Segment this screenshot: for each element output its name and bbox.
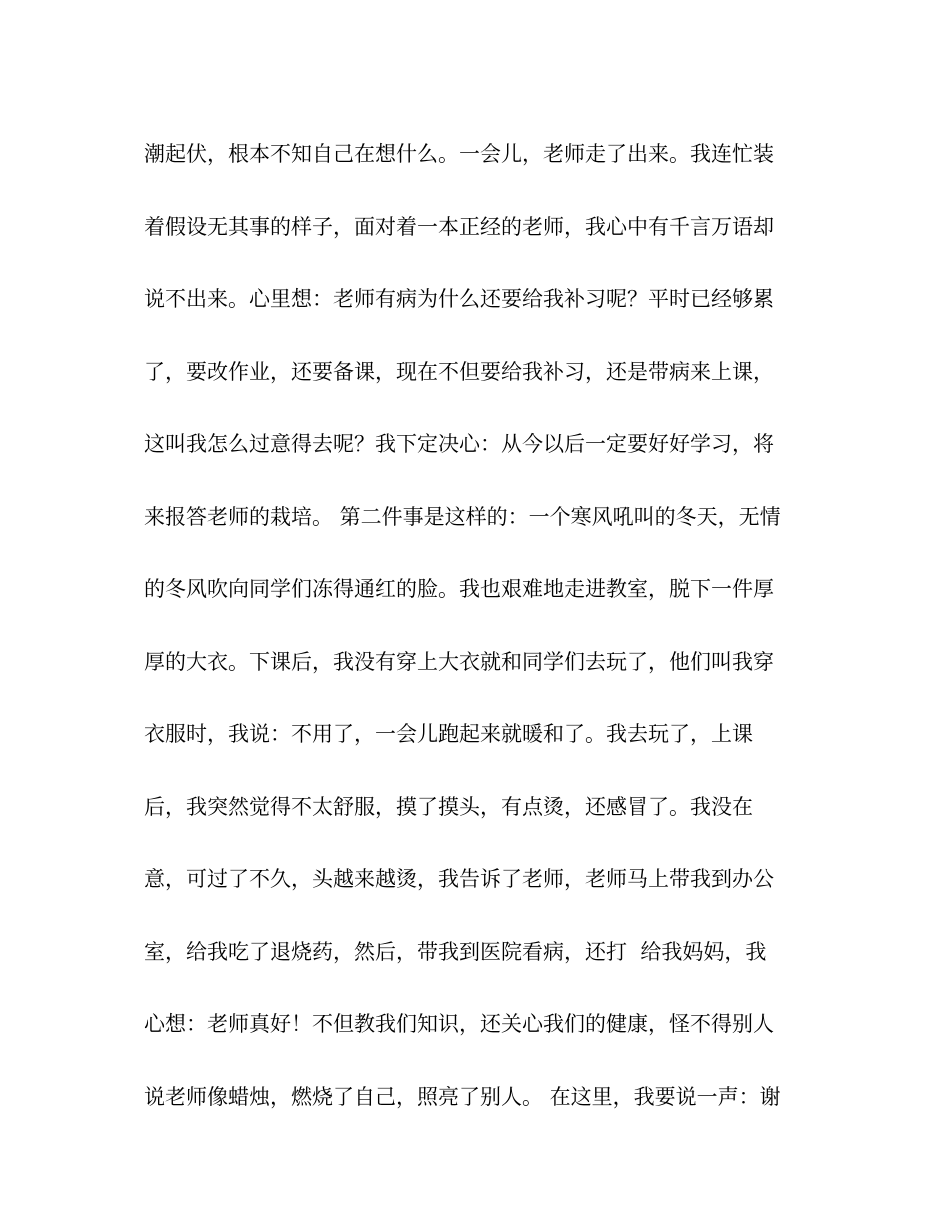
text-line-2: 着假设无其事的样子，面对着一本正经的老师，我心中有千言万语却 [144, 214, 774, 239]
body-text [144, 118, 824, 1133]
text-line-5: 这叫我怎么过意得去呢？我下定决心：从今以后一定要好好学习，将 [144, 432, 774, 456]
text-line-8: 厚的大衣。下课后，我没有穿上大衣就和同学们去玩了，他们叫我穿 [144, 649, 774, 674]
text-line-6: 来报答老师的栽培。 第二件事是这样的：一个寒风吼叫的冬天，无情 [144, 504, 781, 529]
text-line-1: 潮起伏，根本不知自己在想什么。一会儿，老师走了出来。我连忙装 [144, 142, 774, 166]
text-line-4: 了，要改作业，还要备课，现在不但要给我补习，还是带病来上课， [144, 359, 774, 384]
text-line-12: 室，给我吃了退烧药，然后，带我到医院看病，还打 给我妈妈，我 [144, 939, 767, 964]
text-line-14: 说老师像蜡烛，燃烧了自己，照亮了别人。 在这里，我要说一声：谢 [144, 1084, 781, 1109]
text-line-3: 说不出来。心里想：老师有病为什么还要给我补习呢？平时已经够累 [144, 287, 774, 311]
text-line-13: 心想：老师真好！不但教我们知识，还关心我们的健康，怪不得别人 [144, 1012, 774, 1036]
text-line-9: 衣服时，我说：不用了，一会儿跑起来就暖和了。我去玩了，上课 [144, 722, 753, 746]
text-line-7: 的冬风吹向同学们冻得通红的脸。我也艰难地走进教室，脱下一件厚 [144, 577, 774, 601]
text-line-11: 意，可过了不久，头越来越烫，我告诉了老师，老师马上带我到办公 [144, 867, 774, 891]
text-line-10: 后，我突然觉得不太舒服，摸了摸头，有点烫，还感冒了。我没在 [144, 794, 753, 819]
